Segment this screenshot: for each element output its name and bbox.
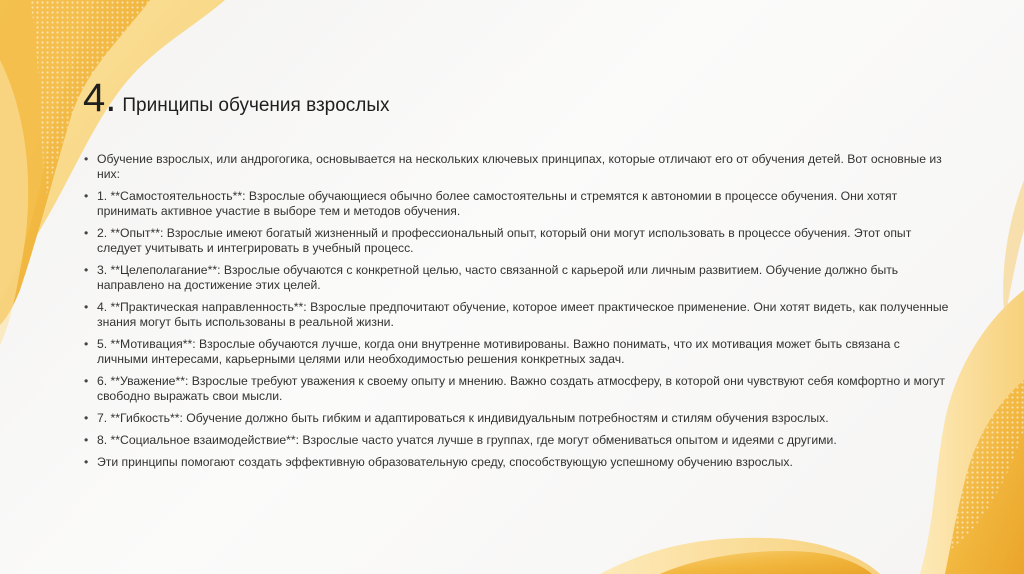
- slide-heading: Принципы обучения взрослых: [122, 95, 390, 116]
- bullet-practical-orientation: • 4. **Практическая направленность**: Взрослые предпочитают обучение, которое имеет практическое применение. Они хотят видеть, как полученные знания могут быть использованы в реальной жизни.: [84, 300, 954, 330]
- bullet-flexibility: • 7. **Гибкость**: Обучение должно быть гибким и адаптироваться к индивидуальным потребностям и стилям обучения взрослых.: [84, 411, 954, 426]
- bullet-intro: • Обучение взрослых, или андрогогика, основывается на нескольких ключевых принципах, которые отличают его от обучения детей. Вот основные из них:: [84, 152, 954, 182]
- bullet-list: [84, 152, 954, 477]
- bullet-goal-setting: • 3. **Целеполагание**: Взрослые обучаются с конкретной целью, часто связанной с карьерой или личным развитием. Обучение должно быть направлено на достижение этих целей.: [84, 263, 954, 293]
- bullet-respect: • 6. **Уважение**: Взрослые требуют уважения к своему опыту и мнению. Важно создать атмосферу, в которой они чувствуют себя комфортно и могут свободно выражать свои мысли.: [84, 374, 954, 404]
- bullet-motivation: • 5. **Мотивация**: Взрослые обучаются лучше, когда они внутренне мотивированы. Важно понимать, что их мотивация может быть связана с личными интересами, карьерными целями или необходимостью решения конкретных задач.: [84, 337, 954, 367]
- bullet-conclusion: • Эти принципы помогают создать эффективную образовательную среду, способствующую успешному обучению взрослых.: [84, 455, 954, 470]
- bullet-self-direction: • 1. **Самостоятельность**: Взрослые обучающиеся обычно более самостоятельны и стремятся к автономии в процессе обучения. Они хотят принимать активное участие в выборе тем и методов обучения.: [84, 189, 954, 219]
- bullet-social-interaction: • 8. **Социальное взаимодействие**: Взрослые часто учатся лучше в группах, где могут обмениваться опытом и идеями с другими.: [84, 433, 954, 448]
- slide-number: 4.: [83, 76, 117, 120]
- slide-title: [83, 78, 390, 128]
- bullet-experience: • 2. **Опыт**: Взрослые имеют богатый жизненный и профессиональный опыт, который они могут использовать в процессе обучения. Этот опыт следует учитывать и интегрировать в учебный процесс.: [84, 226, 954, 256]
